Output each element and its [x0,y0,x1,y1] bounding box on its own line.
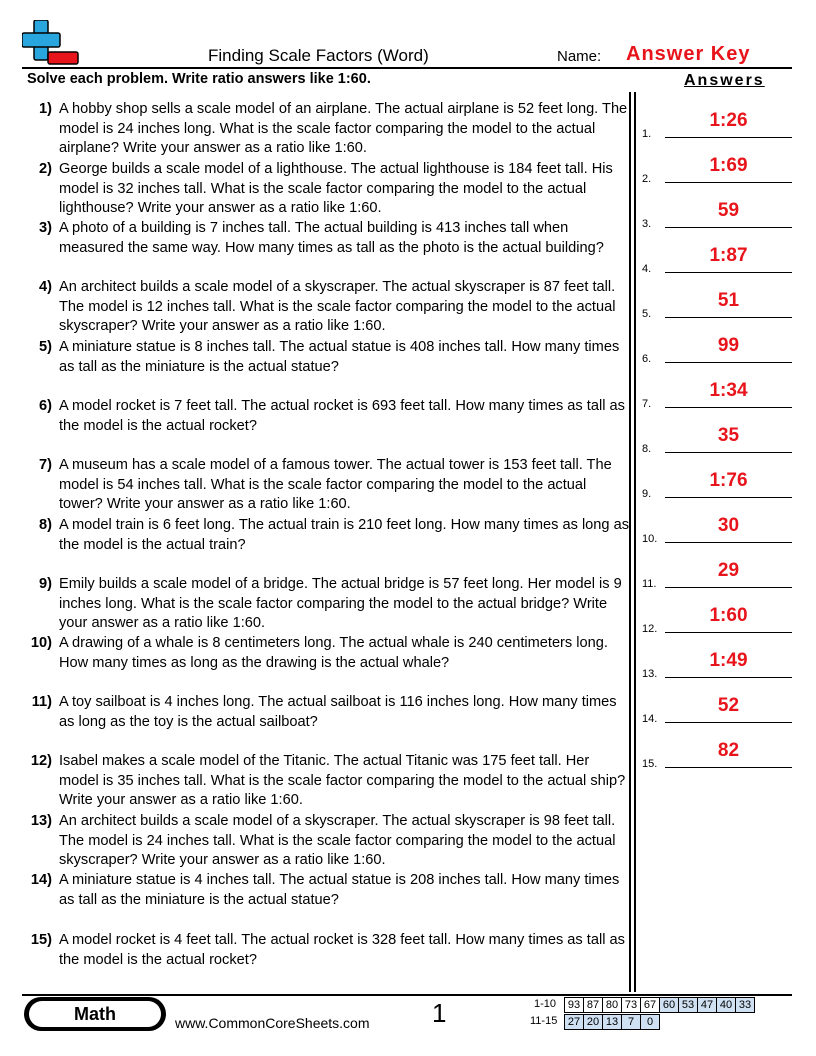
problem-text: A museum has a scale model of a famous tower. The actual tower is 153 feet tall. The model is 54 inches tall. What is the scale factor comparing the model to the actual tower? Write your answer as a ratio like 1:60. [59,457,612,512]
answer-line [665,407,792,408]
answer-item [642,425,792,455]
problem-number: 14) [30,872,52,888]
answer-number: 13. [642,668,658,680]
answer-line [665,317,792,318]
answer-item [642,740,792,770]
answer-number: 10. [642,533,658,545]
answer-key-label: Answer Key [626,43,751,65]
problem-text: A toy sailboat is 4 inches long. The actual sailboat is 116 inches long. How many times as long as the toy is the actual sailboat? [59,694,617,730]
answer-number: 7. [642,398,652,410]
answer-value: 1:69 [709,155,748,176]
problem-text: An architect builds a scale model of a skyscraper. The actual skyscraper is 98 feet tall. The model is 24 inches tall. What is the scale factor comparing the model to the actual skyscraper? Write your answer as a ratio like 1:60. [59,813,616,868]
answer-item [642,560,792,590]
problem-number: 8) [39,517,52,533]
answer-line [665,632,792,633]
answer-number: 14. [642,713,658,725]
problem-text: A model rocket is 7 feet tall. The actual rocket is 693 feet tall. How many times as tall as the model is the actual rocket? [59,398,625,434]
answer-item [642,110,792,140]
score-row-label: 11-15 [530,1015,558,1027]
problem-number: 9) [39,576,52,592]
answer-value: 51 [717,290,740,311]
answer-item [642,515,792,545]
answer-line [665,362,792,363]
problem-number: 4) [39,279,52,295]
problem-text: A model train is 6 feet long. The actual train is 210 feet long. How many times as long as the model is the actual train? [59,517,630,553]
score-cell: 13 [603,1015,622,1030]
answer-line [665,767,792,768]
problem-number: 2) [39,161,52,177]
answer-value: 59 [717,200,740,221]
problem-number: 3) [39,220,52,236]
subject-badge [24,997,166,1031]
subject-label: Math [29,1001,161,1027]
worksheet-title: Finding Scale Factors (Word) [208,46,429,65]
answer-value: 35 [717,425,740,446]
header-divider [22,67,792,69]
problem-number: 1) [39,101,52,117]
answer-line [665,722,792,723]
answer-line [665,137,792,138]
answer-number: 6. [642,353,652,365]
answer-item [642,335,792,365]
score-cell: 60 [660,998,679,1013]
answer-number: 3. [642,218,652,230]
answers-heading: Answers [684,72,765,89]
score-cell: 20 [584,1015,603,1030]
problem-text: A hobby shop sells a scale model of an airplane. The actual airplane is 52 feet long. The model is 24 inches long. What is the scale factor comparing the model to the actual airplane? Write your answer as a ratio like 1:60. [59,101,628,156]
answer-value: 52 [717,695,740,716]
answer-number: 4. [642,263,652,275]
answer-number: 2. [642,173,652,185]
problem-text: Emily builds a scale model of a bridge. The actual bridge is 57 feet long. Her model is 9 inches long. What is the scale factor comparing the model to the actual bridge? Write your answer as a ratio like 1:60. [59,576,622,631]
answer-value: 99 [717,335,740,356]
answer-item [642,605,792,635]
answer-value: 82 [717,740,740,761]
answer-number: 1. [642,128,652,140]
problem-text: Isabel makes a scale model of the Titanic. The actual Titanic was 175 feet tall. Her model is 35 inches tall. What is the scale factor comparing the model to the actual ship? Write your answer as a ratio like 1:60. [59,753,626,808]
answer-item [642,290,792,320]
answer-value: 29 [717,560,740,581]
score-cell: 73 [622,998,641,1013]
score-cell: 7 [622,1015,641,1030]
site-url: www.CommonCoreSheets.com [175,1015,370,1031]
problem-text: A model rocket is 4 feet tall. The actual rocket is 328 feet tall. How many times as tall as the model is the actual rocket? [59,932,625,968]
problem-number: 10) [30,635,52,651]
score-cell: 53 [679,998,698,1013]
answer-line [665,272,792,273]
score-cell: 93 [565,998,584,1013]
answer-item [642,200,792,230]
answer-value: 1:34 [709,380,748,401]
problem-number: 5) [39,339,52,355]
score-cell: 27 [565,1015,584,1030]
answer-value: 30 [717,515,740,536]
answer-value: 1:87 [709,245,748,266]
score-cell: 40 [717,998,736,1013]
score-table-row-2 [564,1014,660,1030]
answer-item [642,470,792,500]
problem-text: A drawing of a whale is 8 centimeters long. The actual whale is 240 centimeters long. How many times as long as the drawing is the actual whale? [59,635,608,671]
problem-text: An architect builds a scale model of a skyscraper. The actual skyscraper is 87 feet tall. The model is 12 inches tall. What is the scale factor comparing the model to the actual skyscraper? Write your answer as a ratio like 1:60. [59,279,616,334]
answer-value: 1:26 [709,110,748,131]
answer-number: 12. [642,623,658,635]
answer-number: 9. [642,488,652,500]
problem-text: George builds a scale model of a lighthouse. The actual lighthouse is 184 feet tall. His model is 32 inches tall. What is the scale factor comparing the model to the actual lighthouse? Write your answer as a ratio like 1:60. [59,161,613,216]
plus-minus-logo-icon [22,20,80,66]
column-divider [629,92,631,992]
problem-number: 12) [30,753,52,769]
problem-text: A photo of a building is 7 inches tall. The actual building is 413 inches tall when measured the same way. How many times as tall as the photo is the actual building? [59,220,604,256]
problem-text: A miniature statue is 4 inches tall. The actual statue is 208 inches tall. How many times as tall as the miniature is the actual statue? [59,872,620,908]
problem-number: 11) [31,694,52,710]
score-cell: 80 [603,998,622,1013]
answer-item [642,245,792,275]
problem-number: 15) [30,932,52,948]
footer-divider [22,994,792,996]
answer-line [665,542,792,543]
answer-value: 1:60 [709,605,748,626]
score-cell: 67 [641,998,660,1013]
score-cell: 47 [698,998,717,1013]
instructions: Solve each problem. Write ratio answers like 1:60. [27,71,371,87]
score-cell: 33 [736,998,755,1013]
column-divider [634,92,636,992]
problem-number: 7) [39,457,52,473]
answer-number: 8. [642,443,652,455]
answer-line [665,182,792,183]
answer-line [665,452,792,453]
answer-value: 1:76 [709,470,748,491]
answer-item [642,695,792,725]
answer-item [642,380,792,410]
answer-line [665,227,792,228]
answer-line [665,497,792,498]
answer-item [642,155,792,185]
score-row-label: 1-10 [534,998,557,1010]
problem-text: A miniature statue is 8 inches tall. The actual statue is 408 inches tall. How many times as tall as the miniature is the actual statue? [59,339,620,375]
page-number: 1 [432,998,447,1028]
answer-line [665,677,792,678]
answer-number: 15. [642,758,658,770]
problem-number: 6) [39,398,52,414]
answer-line [665,587,792,588]
score-cell: 87 [584,998,603,1013]
score-table-row-1 [564,997,755,1013]
answer-item [642,650,792,680]
answer-number: 11. [642,578,657,590]
name-label: Name: [557,48,602,65]
answer-number: 5. [642,308,652,320]
problem-number: 13) [30,813,52,829]
score-cell: 0 [641,1015,660,1030]
answer-value: 1:49 [709,650,748,671]
